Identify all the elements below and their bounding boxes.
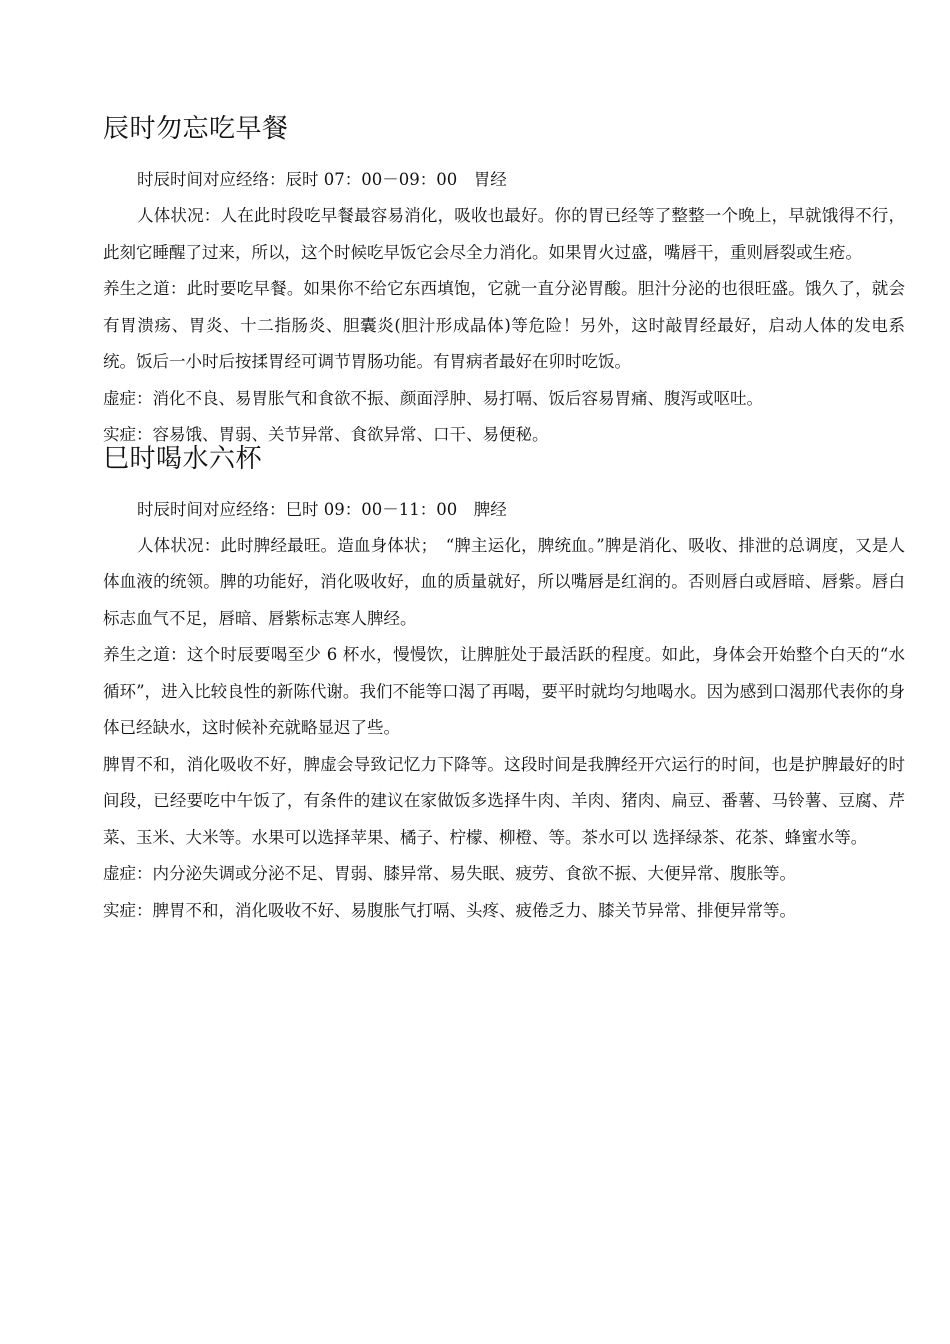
health-advice-paragraph: 养生之道：此时要吃早餐。如果你不给它东西填饱，它就一直分泌胃酸。胆汁分泌的也很旺盛。饿久了，就会有胃溃疡、胃炎、十二指肠炎、胆囊炎(胆汁形成晶体)等危险！另外，这时敲胃经最好，启动人体的发电系统。饭后一小时后按揉胃经可调节胃肠功能。有胃病者最好在卯时吃饭。	[103, 279, 905, 371]
meridian-line: 时辰时间对应经络：辰时 07：00－09：00 胃经	[137, 170, 507, 189]
section-si-shi	[103, 442, 905, 930]
meridian-line: 时辰时间对应经络：巳时 09：00－11：00 脾经	[137, 499, 507, 519]
health-advice-paragraph: 养生之道：这个时辰要喝至少 6 杯水，慢慢饮，让脾脏处于最活跃的程度。如此，身体会开始整个白天的“水循环”，进入比较良性的新陈代谢。我们不能等口渴了再喝，要平时就均匀地喝水。因为感到口渴那代表你的身体已经缺水，这时候补充就略显迟了些。	[103, 645, 905, 737]
deficiency-symptoms-paragraph: 虚症：内分泌失调或分泌不足、胃弱、膝异常、易失眠、疲劳、食欲不振、大便异常、腹胀等。	[103, 864, 796, 883]
excess-symptoms-paragraph: 实症：脾胃不和，消化吸收不好、易腹胀气打嗝、头疼、疲倦乏力、膝关节异常、排便异常等。	[103, 900, 796, 920]
document-page	[103, 112, 905, 929]
section-title: 巳时喝水六杯	[103, 443, 263, 474]
section-chen-shi	[103, 112, 905, 454]
deficiency-symptoms-paragraph: 虚症：消化不良、易胃胀气和食欲不振、颜面浮肿、易打嗝、饭后容易胃痛、腹泻或呕吐。	[103, 388, 763, 408]
excess-symptoms-paragraph: 实症：容易饿、胃弱、关节异常、食欲异常、口干、易便秘。	[103, 425, 549, 444]
body-condition-paragraph: 人体状况：此时脾经最旺。造血身体状； “脾主运化，脾统血。”脾是消化、吸收、排泄的总调度，又是人体血液的统领。脾的功能好，消化吸收好，血的质量就好，所以嘴唇是红润的。否则唇白或唇暗、唇紫。唇白标志血气不足，唇暗、唇紫标志寒人脾经。	[103, 535, 905, 628]
section-title: 辰时勿忘吃早餐	[103, 114, 289, 144]
diet-advice-paragraph: 脾胃不和，消化吸收不好，脾虚会导致记忆力下降等。这段时间是我脾经开穴运行的时间，也是护脾最好的时间段，已经要吃中午饭了，有条件的建议在家做饭多选择牛肉、羊肉、猪肉、扁豆、番薯、马铃薯、豆腐、芹菜、玉米、大米等。水果可以选择苹果、橘子、柠檬、柳橙、等。茶水可以 选择绿茶、花茶、蜂蜜水等。	[103, 754, 905, 847]
body-condition-paragraph: 人体状况：人在此时段吃早餐最容易消化，吸收也最好。你的胃已经等了整整一个晚上，早就饿得不行，此刻它睡醒了过来，所以，这个时候吃早饭它会尽全力消化。如果胃火过盛，嘴唇干，重则唇裂或生疮。	[103, 206, 905, 262]
